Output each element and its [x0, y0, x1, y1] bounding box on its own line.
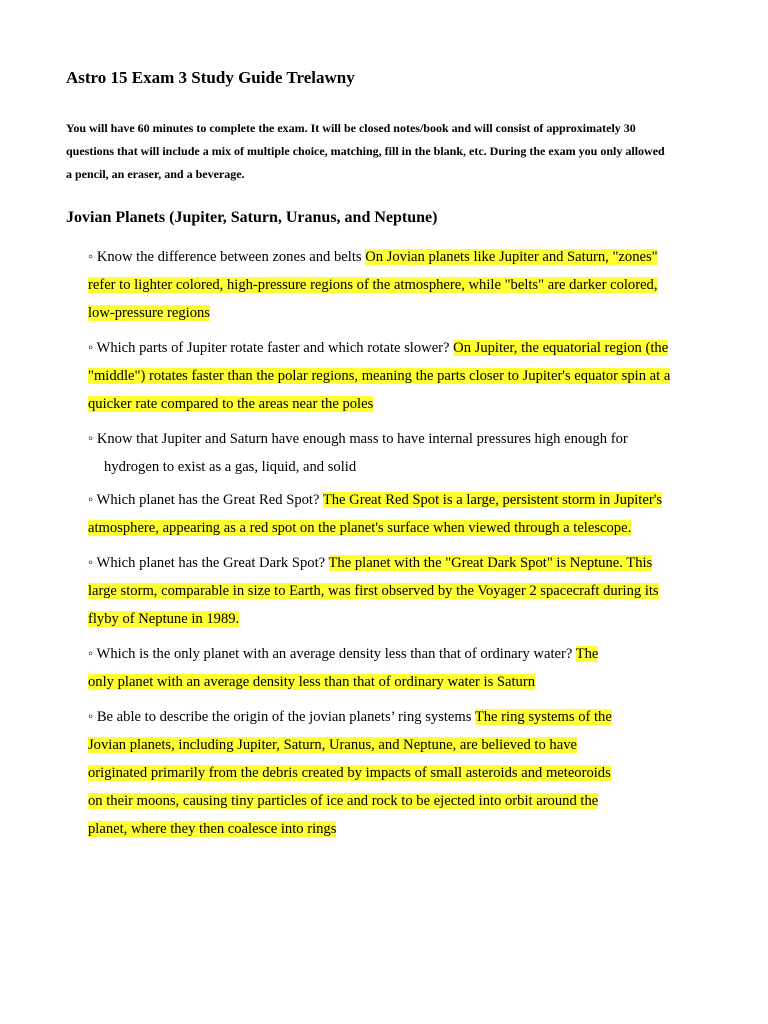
highlighted-answer: originated primarily from the debris created by impacts of small asteroids and meteoroids	[88, 765, 611, 781]
question-text: ◦ Know that Jupiter and Saturn have enough mass to have internal pressures high enough for	[88, 431, 628, 447]
item-line	[88, 243, 728, 271]
highlighted-answer: on their moons, causing tiny particles of ice and rock to be ejected into orbit around the	[88, 793, 599, 809]
highlighted-answer: low-pressure regions	[88, 305, 210, 321]
item-line	[88, 731, 728, 759]
instruction-line: questions that will include a mix of multiple choice, matching, fill in the blank, etc. During the exam you only allowed	[66, 144, 665, 158]
item-line	[88, 759, 728, 787]
question-text: ◦ Which planet has the Great Dark Spot?	[88, 555, 329, 571]
highlighted-answer: "middle") rotates faster than the polar regions, meaning the parts closer to Jupiter's equator spin at a	[88, 368, 671, 384]
highlighted-answer: Jovian planets, including Jupiter, Saturn, Uranus, and Neptune, are believed to have	[88, 737, 577, 753]
item-line	[88, 334, 728, 362]
question-text: ◦ Which planet has the Great Red Spot?	[88, 492, 323, 508]
highlighted-answer: quicker rate compared to the areas near the poles	[88, 396, 374, 412]
highlighted-answer: The Great Red Spot is a large, persistent storm in Jupiter's	[322, 492, 663, 508]
item-line	[88, 577, 728, 605]
question-text: ◦ Be able to describe the origin of the jovian planets’ ring systems	[88, 709, 475, 725]
item-line	[88, 549, 728, 577]
item-line	[88, 271, 728, 299]
item-line	[88, 299, 728, 327]
item-line	[88, 514, 728, 542]
instruction-line: a pencil, an eraser, and a beverage.	[66, 167, 245, 181]
section-heading: Jovian Planets (Jupiter, Saturn, Uranus, and Neptune)	[66, 209, 438, 226]
exam-instructions	[66, 117, 716, 186]
item-line	[88, 390, 728, 418]
item-line	[88, 605, 728, 633]
study-item-great-red-spot	[88, 486, 728, 542]
highlighted-answer: The	[575, 646, 599, 662]
highlighted-answer: large storm, comparable in size to Earth, was first observed by the Voyager 2 spacecraft during its	[88, 583, 659, 599]
item-line	[88, 815, 728, 843]
document-title: Astro 15 Exam 3 Study Guide Trelawny	[66, 68, 355, 87]
highlighted-answer: On Jupiter, the equatorial region (the	[453, 340, 669, 356]
highlighted-answer: The ring systems of the	[474, 709, 612, 725]
study-item-internal-pressure	[88, 425, 728, 481]
item-line	[88, 362, 728, 390]
item-line	[88, 640, 728, 668]
highlighted-answer: atmosphere, appearing as a red spot on the planet's surface when viewed through a telescope.	[88, 520, 632, 536]
item-line	[88, 453, 728, 481]
item-line	[88, 787, 728, 815]
question-text: ◦ Which parts of Jupiter rotate faster and which rotate slower?	[88, 340, 454, 356]
highlighted-answer: On Jovian planets like Jupiter and Saturn, "zones"	[365, 249, 658, 265]
study-item-rotation	[88, 334, 728, 418]
study-item-zones-belts	[88, 243, 728, 327]
instruction-line: You will have 60 minutes to complete the exam. It will be closed notes/book and will consist of approximately 30	[66, 121, 636, 135]
study-item-density	[88, 640, 728, 696]
item-line	[88, 668, 728, 696]
item-line	[88, 425, 728, 453]
highlighted-answer: refer to lighter colored, high-pressure regions of the atmosphere, while "belts" are darker colored,	[88, 277, 658, 293]
question-text: hydrogen to exist as a gas, liquid, and solid	[104, 459, 357, 475]
highlighted-answer: The planet with the "Great Dark Spot" is Neptune. This	[328, 555, 653, 571]
highlighted-answer: planet, where they then coalesce into rings	[88, 821, 337, 837]
highlighted-answer: flyby of Neptune in 1989.	[88, 611, 240, 627]
study-item-great-dark-spot	[88, 549, 728, 633]
question-text: ◦ Which is the only planet with an average density less than that of ordinary water?	[88, 646, 576, 662]
item-line	[88, 703, 728, 731]
highlighted-answer: only planet with an average density less than that of ordinary water is Saturn	[88, 674, 536, 690]
question-text: ◦ Know the difference between zones and belts	[88, 249, 366, 265]
study-item-ring-systems	[88, 703, 728, 843]
item-line	[88, 486, 728, 514]
